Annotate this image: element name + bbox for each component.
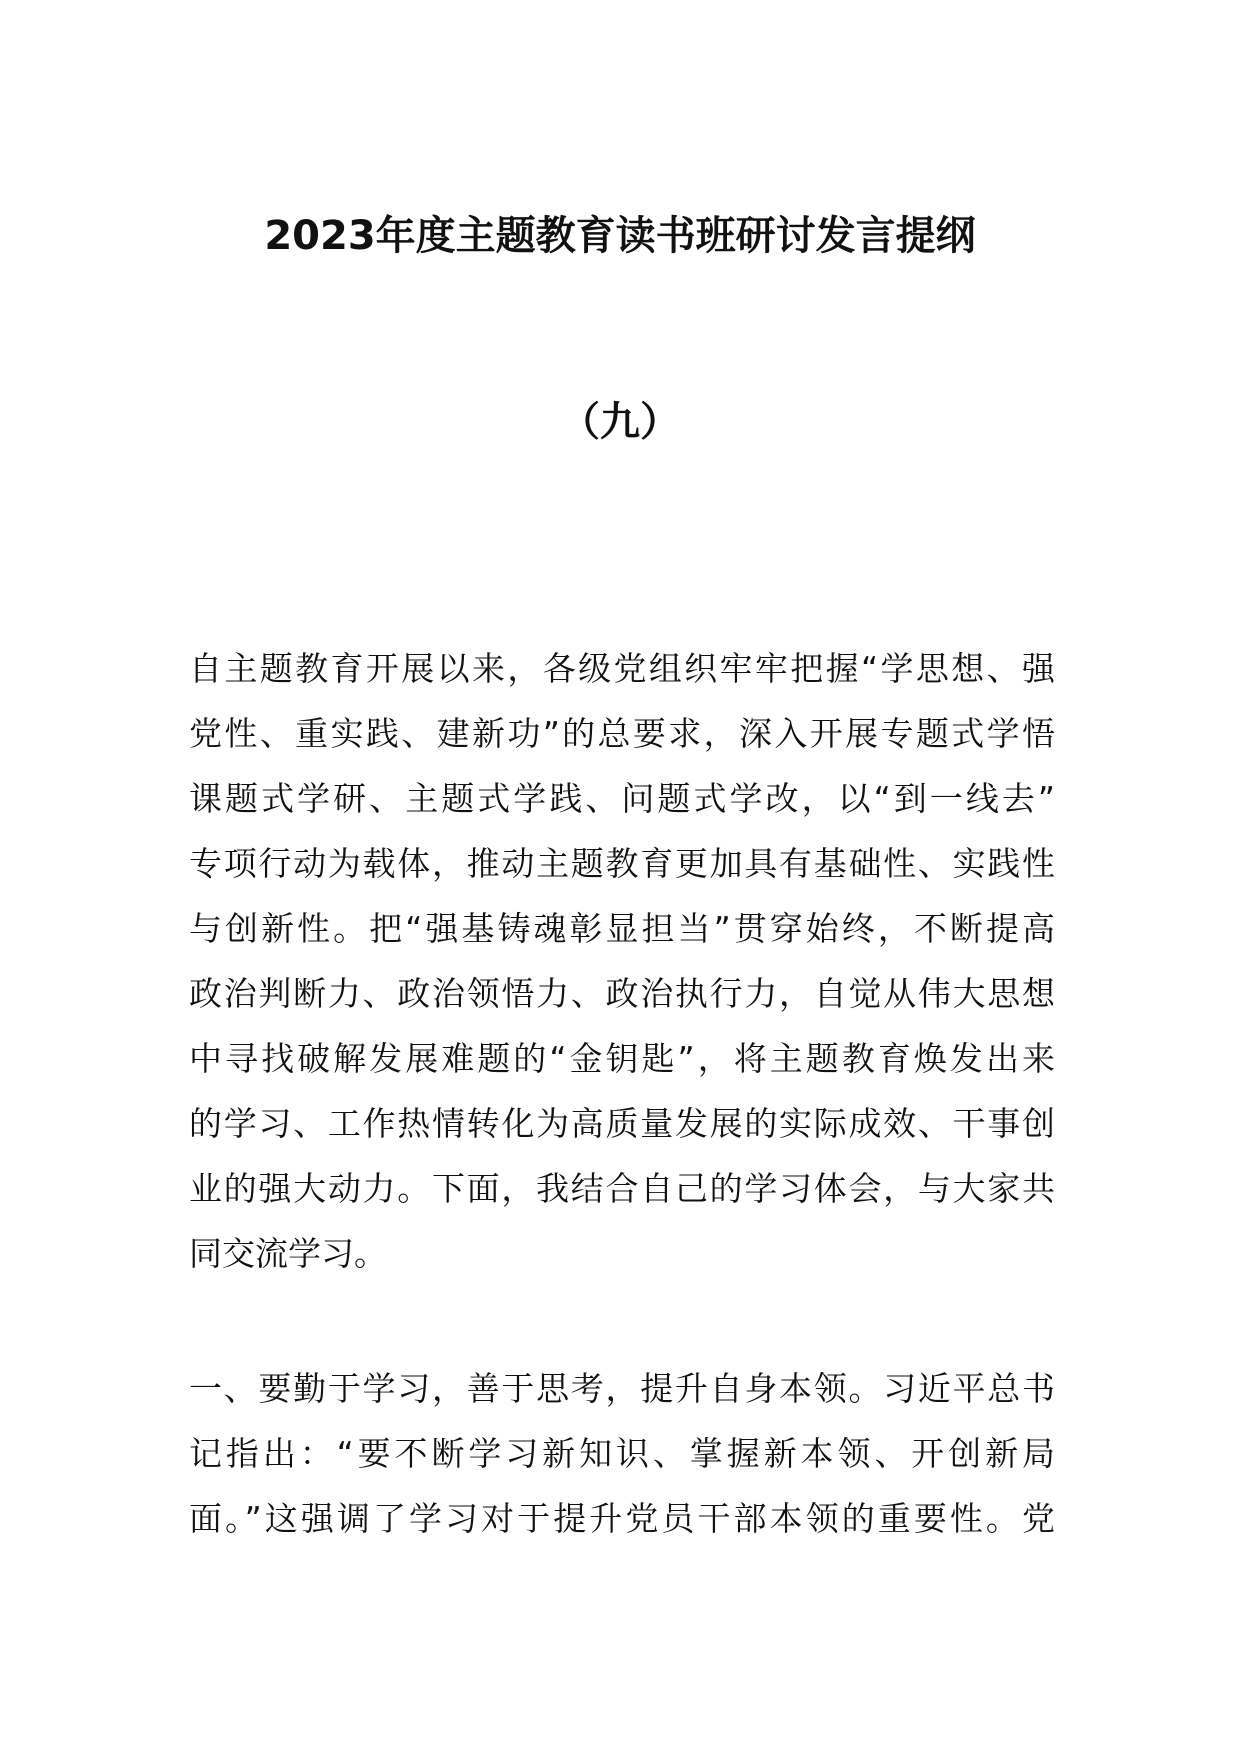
text-line: 与创新性。把“强基铸魂彰显担当”贯穿始终，不断提高 (189, 909, 1055, 948)
text-line: 面。”这强调了学习对于提升党员干部本领的重要性。党 (189, 1499, 1055, 1538)
paragraph-intro (189, 636, 1055, 1286)
text-line: 记指出：“要不断学习新知识、掌握新本领、开创新局 (189, 1434, 1055, 1473)
text-line: 专项行动为载体，推动主题教育更加具有基础性、实践性 (189, 844, 1055, 883)
paragraph-section-one (189, 1356, 1055, 1551)
text-line: 党性、重实践、建新功”的总要求，深入开展专题式学悟 (189, 714, 1055, 753)
text-line: 同交流学习。 (189, 1234, 387, 1273)
text-line: 自主题教育开展以来，各级党组织牢牢把握“学思想、强 (189, 649, 1055, 688)
document-subtitle: （九） (560, 399, 680, 445)
text-line: 课题式学研、主题式学践、问题式学改，以“到一线去” (189, 779, 1055, 818)
text-line: 业的强大动力。下面，我结合自己的学习体会，与大家共 (189, 1169, 1055, 1208)
text-line: 政治判断力、政治领悟力、政治执行力，自觉从伟大思想 (189, 974, 1055, 1013)
document-title: 2023年度主题教育读书班研讨发言提纲 (264, 213, 976, 259)
text-line: 一、要勤于学习，善于思考，提升自身本领。习近平总书 (189, 1369, 1055, 1408)
text-line: 的学习、工作热情转化为高质量发展的实际成效、干事创 (189, 1104, 1055, 1143)
text-line: 中寻找破解发展难题的“金钥匙”，将主题教育焕发出来 (189, 1039, 1055, 1078)
